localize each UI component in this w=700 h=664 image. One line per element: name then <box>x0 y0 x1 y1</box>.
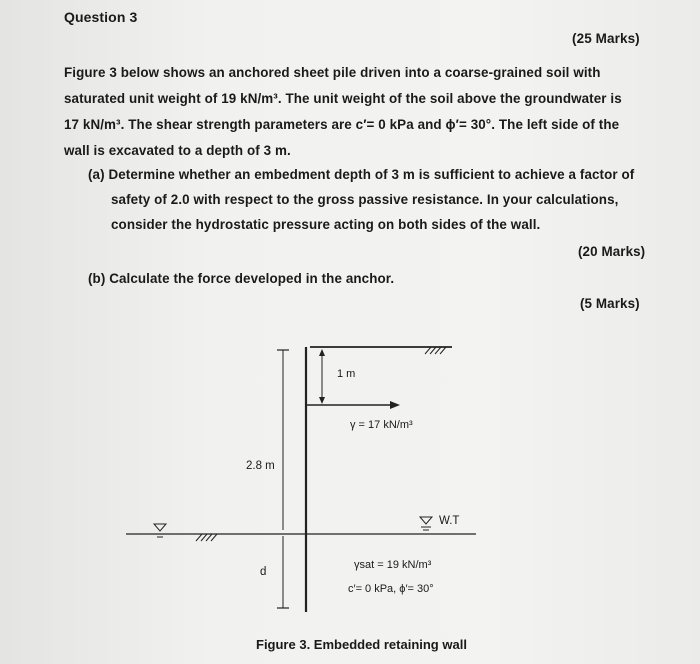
ground-hatch-icon <box>425 347 446 354</box>
water-table-left-icon <box>154 524 166 537</box>
label-d: d <box>260 566 267 578</box>
excavation-hatch-icon <box>196 534 217 541</box>
total-marks: (25 Marks) <box>572 31 640 46</box>
label-2-8m: 2.8 m <box>246 460 275 472</box>
part-a-line: consider the hydrostatic pressure acting on both sides of the wall. <box>111 217 541 232</box>
label-water-table: W.T <box>439 515 460 527</box>
intro-line: Figure 3 below shows an anchored sheet pile driven into a coarse-grained soil with <box>64 65 601 80</box>
question-title: Question 3 <box>64 9 138 25</box>
dimension-arrow-icon <box>319 397 325 404</box>
dimension-arrow-icon <box>319 349 325 356</box>
part-b-text: (b) Calculate the force developed in the anchor. <box>88 271 395 286</box>
intro-line: saturated unit weight of 19 kN/m³. The unit weight of the soil above the groundwater is <box>64 91 622 106</box>
part-a-marks: (20 Marks) <box>578 244 646 259</box>
part-b-marks: (5 Marks) <box>580 296 640 311</box>
label-gamma: γ = 17 kN/m³ <box>350 419 413 431</box>
water-table-right-icon <box>420 517 432 530</box>
intro-line: 17 kN/m³. The shear strength parameters are c′= 0 kPa and ϕ′= 30°. The left side of the <box>64 117 620 132</box>
label-1m: 1 m <box>337 368 356 380</box>
anchor-arrow-icon <box>390 401 400 409</box>
part-a-line: (a) Determine whether an embedment depth of 3 m is sufficient to achieve a factor of <box>88 167 635 182</box>
label-gamma-sat: γsat = 19 kN/m³ <box>354 559 432 571</box>
intro-line: wall is excavated to a depth of 3 m. <box>64 143 291 158</box>
part-a-line: safety of 2.0 with respect to the gross passive resistance. In your calculations, <box>111 192 619 207</box>
label-strength-params: c′= 0 kPa, ϕ′= 30° <box>348 583 434 595</box>
figure-caption: Figure 3. Embedded retaining wall <box>256 637 467 652</box>
